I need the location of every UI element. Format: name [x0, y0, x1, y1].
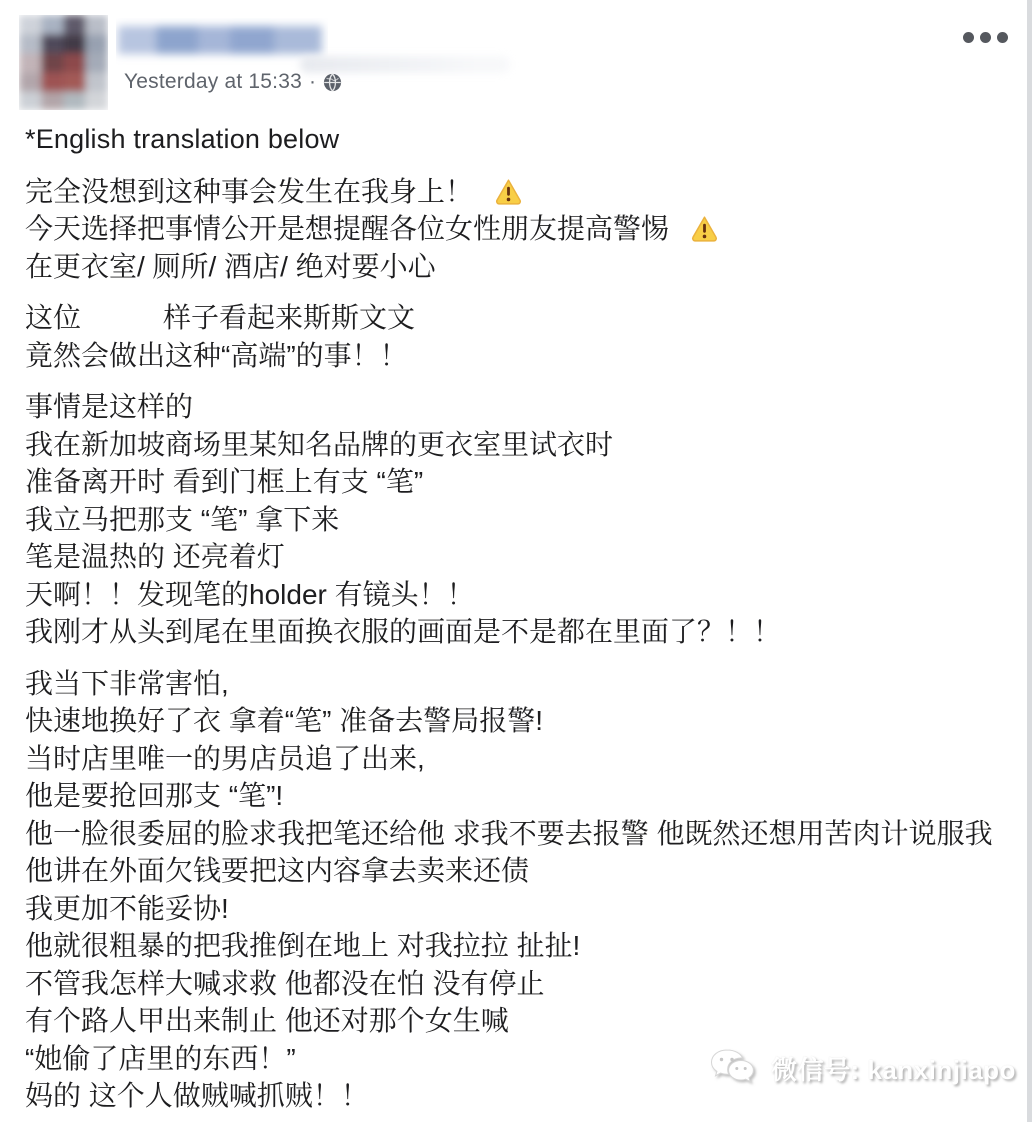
text-segment: 事情是这样的: [25, 391, 194, 422]
text-segment: 快速地换好了衣 拿着“笔” 准备去警局报警!: [25, 705, 543, 736]
post-text-line: [25, 576, 1025, 614]
text-segment: 这位: [25, 302, 82, 333]
text-segment: 我立马把那支 “笔” 拿下来: [25, 503, 340, 535]
post-paragraphs: [25, 173, 1025, 1115]
profile-name-redacted[interactable]: [116, 18, 328, 70]
text-segment: 他讲在外面欠钱要把这内容拿去卖来还债: [25, 855, 530, 886]
post-text-line: [25, 702, 1025, 740]
text-segment: 他是要抢回那支 “笔”!: [25, 780, 284, 811]
text-segment: 我刚才从头到尾在里面换衣服的画面是不是都在里面了？！！: [25, 616, 782, 647]
meta-separator: ·: [308, 70, 317, 93]
text-segment: 在更衣室/ 厕所/ 酒店/ 绝对要小心: [25, 250, 436, 282]
text-segment: 样子看起来斯斯文文: [163, 302, 416, 333]
post-text-line: [25, 173, 1025, 211]
wechat-watermark: [708, 1046, 1016, 1090]
dot-icon: [963, 32, 974, 43]
text-segment: 准备离开时 看到门框上有支 “笔”: [25, 466, 424, 497]
redacted-name-gap: [81, 326, 163, 327]
warning-emoji: [689, 213, 720, 243]
post-text-line: [25, 463, 1025, 501]
post-text-line: [25, 665, 1025, 703]
post-text-line: [25, 501, 1025, 539]
wechat-icon: [708, 1046, 762, 1090]
post-text-line: [25, 1002, 1025, 1040]
post-text-line: [25, 426, 1025, 464]
post-text-line: [25, 852, 1025, 890]
post-meta: [124, 70, 342, 94]
text-segment: 妈的 这个人做贼喊抓贼！！: [25, 1080, 369, 1111]
text-segment: 今天选择把事情公开是想提醒各位女性朋友提高警惕: [25, 213, 670, 244]
text-segment: 不管我怎样大喊求救 他都没在怕 没有停止: [25, 967, 545, 999]
post-intro-line: *English translation below: [25, 124, 340, 154]
post-text-line: [25, 248, 1025, 286]
text-segment: 竟然会做出这种“高端”的事！！: [25, 339, 408, 371]
wechat-id-label: 微信号: kanxinjiapo: [771, 1054, 1016, 1085]
post-text-line: [25, 740, 1025, 778]
text-segment: 我当下非常害怕,: [25, 667, 229, 699]
text-segment: 他就很粗暴的把我推倒在地上 对我拉拉 扯扯!: [25, 930, 581, 961]
post-paragraph: [25, 299, 1025, 374]
text-segment: 我更加不能妥协!: [25, 892, 229, 924]
post-text-line: [25, 777, 1025, 815]
text-segment: 笔是温热的 还亮着灯: [25, 541, 285, 572]
post-text-line: [25, 815, 1025, 853]
profile-avatar[interactable]: [19, 15, 108, 110]
post-text-line: [25, 210, 1025, 248]
text-segment: “她偷了店里的东西！”: [25, 1042, 296, 1074]
post-content: [25, 115, 1025, 1122]
warning-emoji: [493, 176, 524, 206]
post-text-line: [25, 299, 1025, 337]
text-segment: 天啊！！发现笔的holder 有镜头！！: [25, 578, 475, 610]
dot-icon: [997, 32, 1008, 43]
post-paragraph: [25, 173, 1025, 286]
post-text-line: [25, 613, 1025, 651]
post-text-line: [25, 965, 1025, 1003]
globe-privacy-icon: [323, 73, 342, 92]
scrollbar-track: [1027, 0, 1032, 1122]
post-text-line: [25, 337, 1025, 375]
text-segment: 有个路人甲出来制止 他还对那个女生喊: [25, 1005, 509, 1036]
text-segment: 他一脸很委屈的脸求我把笔还给他 求我不要去报警 他既然还想用苦肉计说服我: [25, 817, 993, 849]
post-header: [0, 0, 1032, 115]
post-options-button[interactable]: [963, 32, 1008, 43]
post-text-line: [25, 927, 1025, 965]
post-timestamp[interactable]: Yesterday at 15:33: [124, 70, 302, 93]
text-segment: 我在新加坡商场里某知名品牌的更衣室里试衣时: [25, 428, 614, 460]
post-text-line: [25, 388, 1025, 426]
post-paragraph: [25, 388, 1025, 651]
post-text-line: [25, 890, 1025, 928]
text-segment: 当时店里唯一的男店员追了出来,: [25, 742, 425, 774]
post-text-line: [25, 538, 1025, 576]
dot-icon: [980, 32, 991, 43]
text-segment: 完全没想到这种事会发生在我身上！: [25, 175, 474, 207]
